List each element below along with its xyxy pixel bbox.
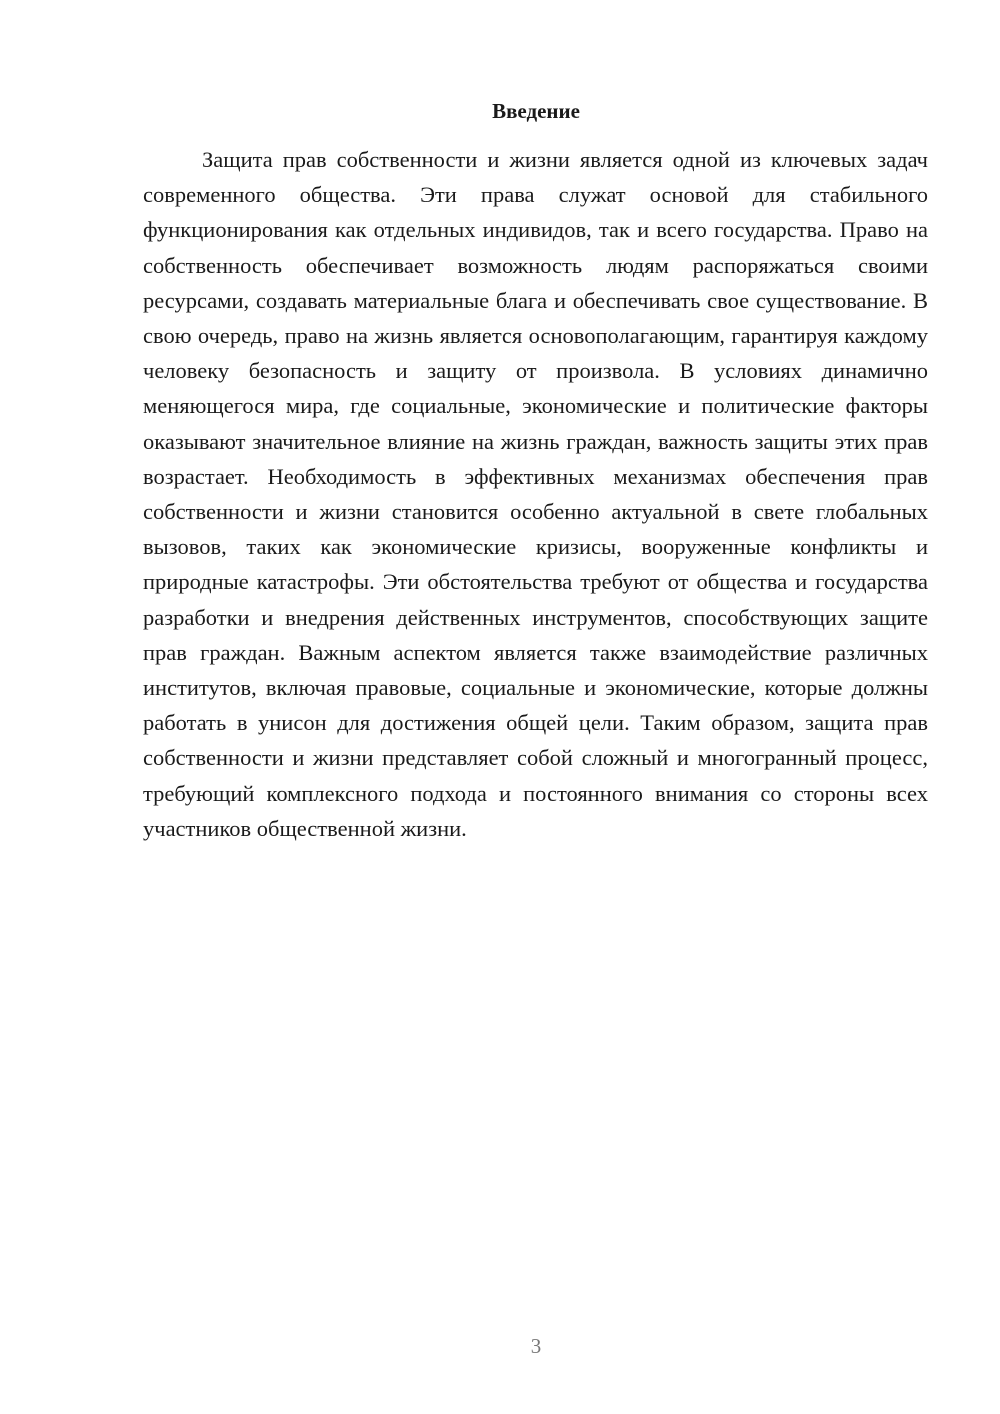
section-heading: Введение (492, 99, 580, 123)
page-number: 3 (530, 1334, 542, 1358)
introduction-paragraph: Защита прав собственности и жизни является одной из ключевых задач современного общества. Эти права служат основой для стабильного функционирования как отдельных индивидов, так и всего государства. Право на собственность обеспечивает возможность людям распоряжаться своими ресурсами, создавать материальные блага и обеспечивать свое существование. В свою очередь, право на жизнь является основополагающим, гарантируя каждому человеку безопасность и защиту от произвола. В условиях динамично меняющегося мира, где социальные, экономические и политические факторы оказывают значительное влияние на жизнь граждан, важность защиты этих прав возрастает. Необходимость в эффективных механизмах обеспечения прав собственности и жизни становится особенно актуальной в свете глобальных вызовов, таких как экономические кризисы, вооруженные конфликты и природные катастрофы. Эти обстоятельства требуют от общества и государства разработки и внедрения действенных инструментов, способствующих защите прав граждан. Важным аспектом является также взаимодействие различных институтов, включая правовые, социальные и экономические, которые должны работать в унисон для достижения общей цели. Таким образом, защита прав собственности и жизни представляет собой сложный и многогранный процесс, требующий комплексного подхода и постоянного внимания со стороны всех участников общественной жизни. (143, 147, 928, 841)
